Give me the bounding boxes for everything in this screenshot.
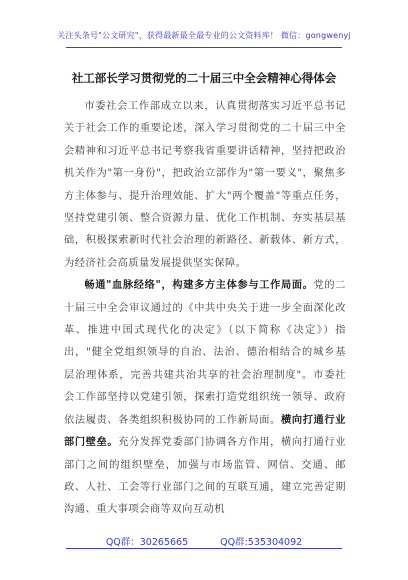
footer-qq-group-1: QQ群：30265665: [105, 537, 189, 548]
paragraph-2-sublead: 横向打通行业部门壁垒。: [64, 414, 346, 449]
paragraph-1: 市委社会工作部成立以来，认真贯彻落实习近平总书记关于社会工作的重要论述，深入学习贯彻党的二十届三中全会精神和习近平总书记考察我省重要讲话精神，坚持把政治机关作为"第一身份"，把政治立部作为"第一要义"，聚焦多方主体参与、提升治理效能、扩大"两个覆盖"等重点任务，坚持党建引领、整合资源力量、优化工作机制、夯实基层基础，积极探索新时代社会治理的新路径、新载体、新方式，为经济社会高质量发展提供坚实保障。: [64, 101, 346, 269]
footer-contact: [0, 534, 408, 548]
header-divider: [66, 47, 342, 48]
document-body: [64, 96, 346, 522]
document-title: 社工部长学习贯彻党的二十届三中全会精神心得体会: [71, 71, 337, 85]
footer-qq-group-2: QQ群:535304092: [220, 537, 303, 548]
paragraph-2-body: 党的二十届三中全会审议通过的《中共中央关于进一步全面深化改革、推进中国式现代化的决定》（以下简称《决定》）指出，"健全党组织领导的自治、法治、德治相结合的城乡基层治理体系，完善共建共治共享的社会治理制度"。市委社会工作部坚持以党建引领，探索打造党组织统一领导、政府依法履责、各类组织积极协同的工作新局面。: [64, 280, 347, 426]
paragraph-2-lead: 畅通"血脉经络"，构建多方主体参与工作局面。: [84, 280, 314, 292]
paragraph-2: [64, 275, 346, 521]
header-banner: 关注头条号"公文研究"，获得最新最全最专业的公文资料库！ 微信：gongwenyj: [57, 31, 351, 40]
footer-divider: [66, 548, 342, 549]
paragraph-2-subbody: 充分发挥党委部门协调各方作用，横向打通行业部门之间的组织壁垒，加强与市场监管、网信、交通、邮政、人社、工会等行业部门之间的互联互通，建立完善定期沟通、重大事项会商等双向互动机: [64, 437, 346, 516]
